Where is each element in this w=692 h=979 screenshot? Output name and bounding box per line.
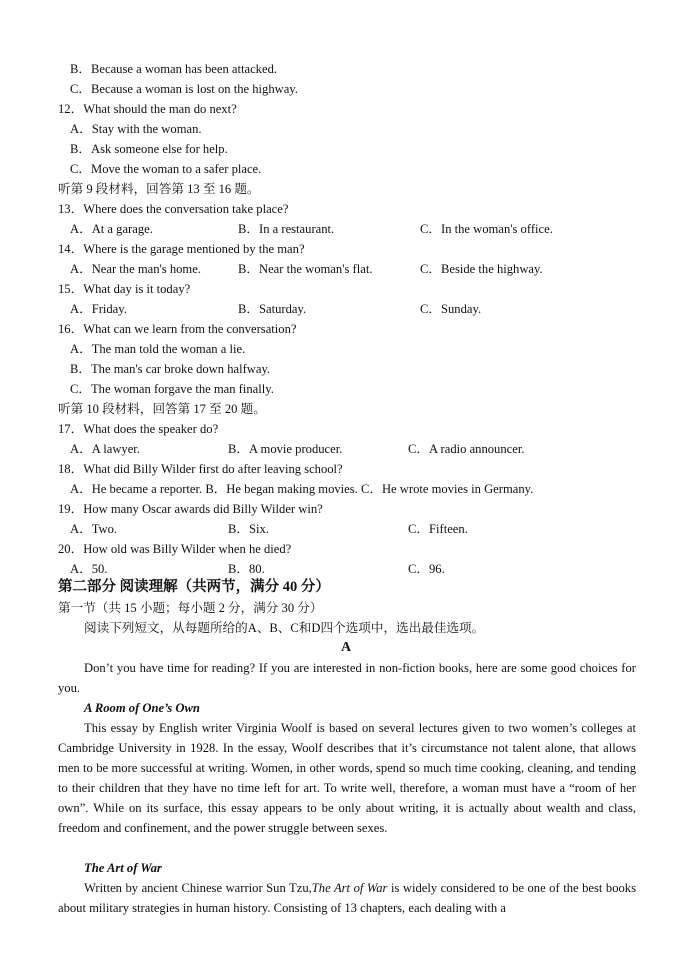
q17-option-c: C．A radio announcer. — [408, 442, 525, 456]
part2-title: 第二部分 阅读理解（共两节，满分 40 分） — [58, 579, 330, 595]
q20-option-c: C．96. — [408, 562, 445, 576]
question-13: 13．Where does the conversation take place? — [58, 202, 289, 216]
book1-title: A Room of One’s Own — [84, 701, 200, 715]
question-16: 16．What can we learn from the conversation? — [58, 322, 297, 336]
book2-title-inline: The Art of War — [311, 881, 388, 895]
q19-option-c: C．Fifteen. — [408, 522, 468, 536]
q19-option-a: A．Two. — [70, 522, 118, 536]
question-17: 17．What does the speaker do? — [58, 422, 219, 436]
q20-option-b: B．80. — [228, 562, 265, 576]
question-15: 15．What day is it today? — [58, 282, 191, 296]
q17-option-a: A．A lawyer. — [70, 442, 140, 456]
q11-option-b: B．Because a woman has been attacked. — [70, 62, 278, 76]
q14-option-c: C．Beside the highway. — [420, 262, 543, 276]
q16-option-a: A．The man told the woman a lie. — [70, 342, 246, 356]
q14-option-b: B．Near the woman's flat. — [238, 262, 373, 276]
q19-option-b: B．Six. — [228, 522, 269, 536]
passage-letter: A — [340, 640, 352, 655]
q11-option-c: C．Because a woman is lost on the highway. — [70, 82, 298, 96]
book2-title: The Art of War — [84, 861, 162, 875]
question-19: 19．How many Oscar awards did Billy Wilder win? — [58, 502, 323, 516]
question-14: 14．Where is the garage mentioned by the man? — [58, 242, 305, 256]
q14-option-a: A．Near the man's home. — [70, 262, 201, 276]
question-18: 18．What did Billy Wilder first do after leaving school? — [58, 462, 343, 476]
q20-option-a: A．50. — [70, 562, 108, 576]
question-20: 20．How old was Billy Wilder when he died? — [58, 542, 292, 556]
section-10-instruction: 听第 10 段材料，回答第 17 至 20 题。 — [58, 402, 266, 416]
book2-text-pre: Written by ancient Chinese warrior Sun Tzu, — [84, 881, 312, 895]
q15-option-c: C．Sunday. — [420, 302, 482, 316]
part2-section1: 第一节（共 15 小题；每小题 2 分，满分 30 分） — [58, 601, 323, 615]
question-12: 12．What should the man do next? — [58, 102, 237, 116]
q16-option-b: B．The man's car broke down halfway. — [70, 362, 271, 376]
q18-options: A．He became a reporter. B．He began making movies. C．He wrote movies in Germany. — [70, 482, 534, 496]
book2-text-post: is widely considered to be one of the best books about military strategies in human history. Consisting of 13 chapters, each dealing with a — [58, 881, 637, 915]
q13-option-b: B．In a restaurant. — [238, 222, 335, 236]
section-9-instruction: 听第 9 段材料，回答第 13 至 16 题。 — [58, 182, 260, 196]
q12-option-c: C．Move the woman to a safer place. — [70, 162, 262, 176]
q15-option-b: B．Saturday. — [238, 302, 307, 316]
q12-option-a: A．Stay with the woman. — [70, 122, 202, 136]
book1-text: This essay by English writer Virginia Woolf is based on several lectures given to two women’s colleges at Cambridge University in 1928. In the essay, Woolf describes that it’s circumstance not talent alone, that allows men to be more successful at writing. Women, in other words, spend so much time cooking, cleaning, and tending to their children that they have no time left for art. To write well, therefore, a woman must have a “room of her own”. While on its surface, this essay appears to be only about writing, it is actually about wealth and class, freedom and confinement, and the power struggle between sexes. — [58, 721, 636, 835]
q12-option-b: B．Ask someone else for help. — [70, 142, 228, 156]
q17-option-b: B．A movie producer. — [228, 442, 343, 456]
passage-intro: Don’t you have time for reading? If you are interested in non-fiction books, here are some good choices for you. — [58, 661, 636, 695]
q13-option-c: C．In the woman's office. — [420, 222, 553, 236]
q15-option-a: A．Friday. — [70, 302, 127, 316]
book2-text — [58, 878, 636, 918]
part2-instruction: 阅读下列短文，从每题所给的A、B、C和D四个选项中，选出最佳选项。 — [84, 621, 485, 635]
q16-option-c: C．The woman forgave the man finally. — [70, 382, 274, 396]
q13-option-a: A．At a garage. — [70, 222, 153, 236]
